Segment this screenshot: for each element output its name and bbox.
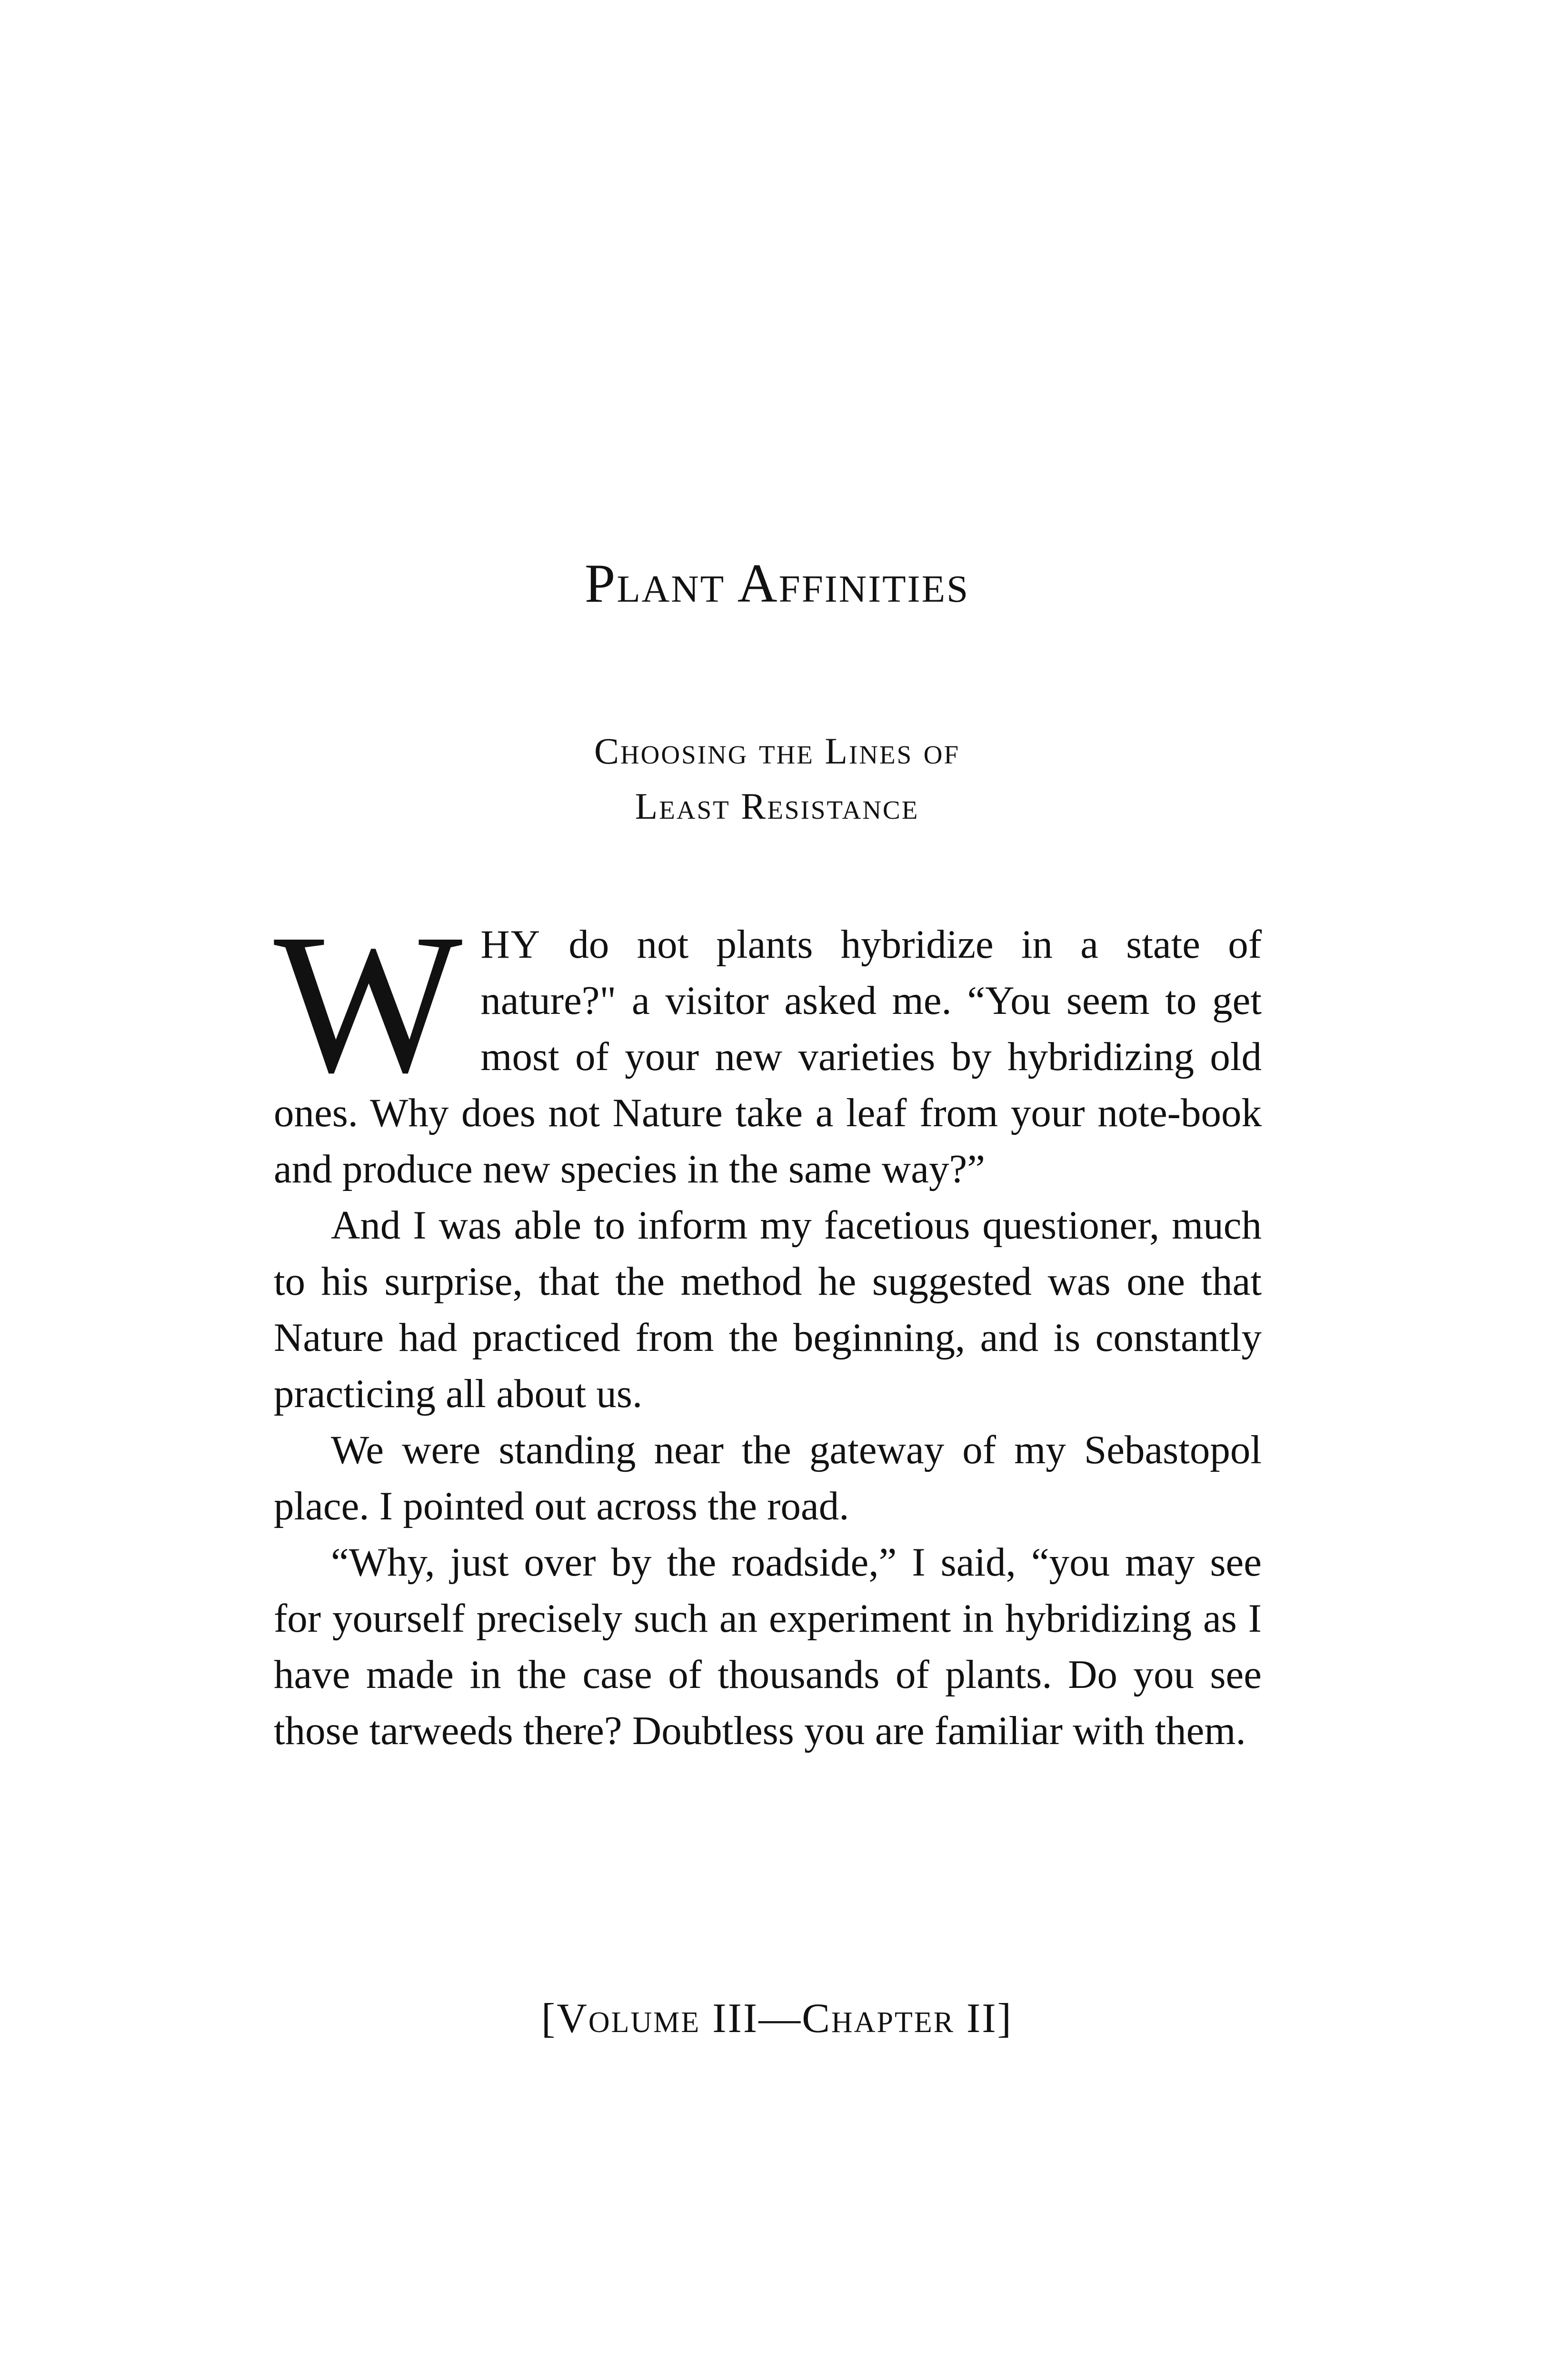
paragraph-2: And I was able to inform my facetious questioner, much to his surprise, that the method he suggested was one that Nature had practiced from the beginning, and is constantly practicing all about us. xyxy=(274,1203,1262,1416)
paragraph-3: We were standing near the gateway of my Sebastopol place. I pointed out across the road. xyxy=(274,1428,1262,1528)
paragraph-1-text: do not plants hybridize in a state of nature?" a visitor asked me. “You seem to get most of your new varieties by hybridizing old ones. Why does not Nature take a leaf from your note-book and produce new species in the same way?” xyxy=(274,922,1262,1191)
body-text xyxy=(274,892,1262,1759)
drop-cap: W xyxy=(274,892,463,1114)
paragraph-1 xyxy=(274,892,1262,1197)
paragraph-4: “Why, just over by the roadside,” I said, “you may see for yourself precisely such an experiment in hybridizing as I have made in the case of thousands of plants. Do you see those tarweeds there? Doubtless you are familiar with them. xyxy=(274,1540,1262,1753)
subtitle-line-1: Choosing the Lines of xyxy=(594,730,960,772)
subtitle-line-2: Least Resistance xyxy=(635,785,919,827)
volume-chapter-reference: [Volume III—Chapter II] xyxy=(541,1995,1013,2042)
chapter-title: Plant Affinities xyxy=(584,553,970,614)
chapter-subtitle xyxy=(0,724,1554,834)
lead-caps: HY xyxy=(480,922,541,967)
